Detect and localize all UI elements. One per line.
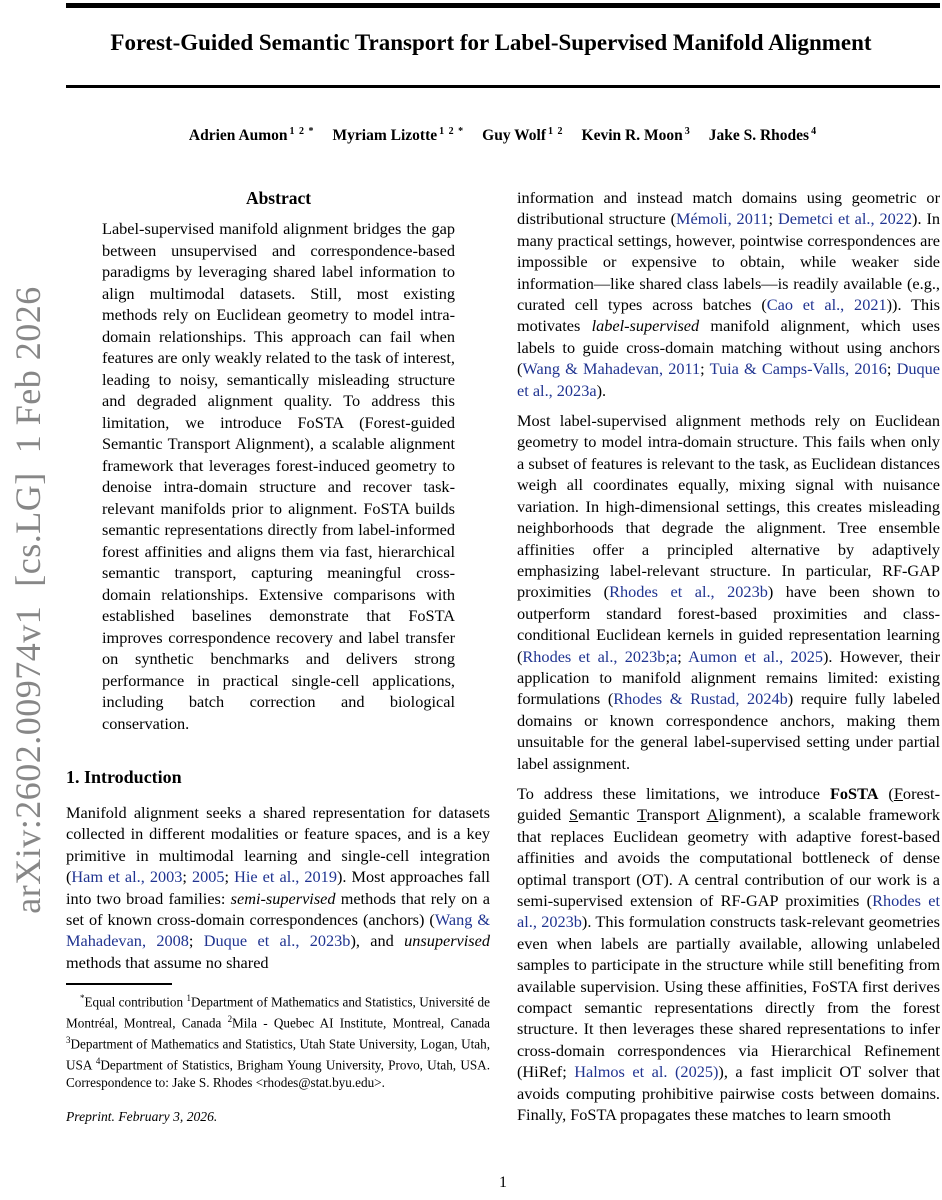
author-affiliation-superscript: 3 <box>684 126 691 137</box>
text-segment: 1 <box>186 992 191 1003</box>
citation-link[interactable]: Hie et al., 2019 <box>234 867 337 887</box>
citation-link[interactable]: Ham et al., 2003 <box>71 867 183 887</box>
citation-link[interactable]: Tuia & Camps-Valls, 2016 <box>709 359 887 379</box>
right-paragraph-3 <box>517 783 940 1126</box>
text-segment: label-supervised <box>591 316 700 336</box>
text-segment: ). Most approaches fall into two broad families: <box>66 867 490 908</box>
text-segment: ransport <box>646 805 707 825</box>
citation-link[interactable]: a <box>669 646 678 666</box>
text-segment: S <box>569 805 579 825</box>
text-segment: ; <box>665 646 670 666</box>
citation-link[interactable]: Halmos et al. (2025) <box>574 1062 719 1082</box>
text-segment: ). <box>596 380 607 400</box>
text-segment: methods that assume no shared <box>66 952 269 972</box>
abstract-body: Label-supervised manifold alignment bridges the gap between unsupervised and correspondence-based paradigms by leveraging shared label information to align multimodal datasets. Still, most existing methods rely on Euclidean geometry to model intra-domain relationships. This approach can fail when features are only weakly related to the task of interest, leading to noisy, semantically misleading structure and degraded alignment quality. To address this limitation, we introduce FoSTA (Forest-guided Semantic Transport Alignment), a scalable alignment framework that leverages forest-induced geometry to denoise intra-domain structure and recover task-relevant manifolds prior to alignment. FoSTA builds semantic representations directly from label-informed forest affinities and aligns them via fast, hierarchical semantic transport, capturing meaningful cross-domain relationships. Extensive comparisons with established baselines demonstrate that FoSTA improves correspondence recovery and label transfer on synthetic benchmarks and delivers strong performance in practical single-cell applications, including batch correction and biological conservation. <box>102 219 455 733</box>
author-name: Kevin R. Moon <box>581 127 683 145</box>
author <box>482 127 563 144</box>
text-segment: ; <box>677 646 689 666</box>
right-column <box>517 187 940 1125</box>
text-segment: * <box>80 992 85 1003</box>
text-segment: ; <box>886 359 897 379</box>
citation-link[interactable]: Rhodes et al., 2023b <box>609 582 768 602</box>
footnote-rule <box>66 983 172 985</box>
right-paragraph-1 <box>517 187 940 401</box>
author-line <box>66 121 940 147</box>
abstract-heading: Abstract <box>245 188 312 208</box>
author <box>189 127 315 144</box>
text-segment: semi-supervised <box>230 888 336 908</box>
text-segment: ), and <box>350 931 405 951</box>
title-rule <box>66 85 940 88</box>
citation-link[interactable]: 2005 <box>191 867 225 887</box>
text-segment: FoSTA <box>829 783 879 803</box>
paper-title: Forest-Guided Semantic Transport for Label-Supervised Manifold Alignment <box>110 30 872 55</box>
author-name: Guy Wolf <box>482 127 547 145</box>
author-name: Myriam Lizotte <box>332 127 438 145</box>
text-segment: F <box>893 783 903 803</box>
left-column <box>66 187 490 1125</box>
text-segment: 3 <box>66 1034 71 1045</box>
text-segment: 2 <box>227 1013 233 1024</box>
citation-link[interactable]: Rhodes et al., 2023b <box>522 646 666 666</box>
text-segment: To address these limitations, we introduce <box>517 783 830 803</box>
citation-link[interactable]: Mémoli, 2011 <box>676 209 769 229</box>
citation-link[interactable]: Wang & Mahadevan, 2011 <box>522 359 701 379</box>
text-segment: ) have been shown to outperform standard forest-based proximities and class-conditional Euclidean kernels in guided representation learning ( <box>517 582 940 666</box>
top-rule <box>66 3 940 8</box>
author-name: Adrien Aumon <box>188 127 288 145</box>
text-segment: ) require fully labeled domains or known correspondence anchors, making them unsuitable for the general label-supervised setting under partial label assignment. <box>517 689 940 773</box>
text-segment: ( <box>878 783 894 803</box>
citation-link[interactable]: Demetci et al., 2022 <box>777 209 913 229</box>
author-affiliation-superscript: 1 2 * <box>289 126 315 137</box>
author-affiliation-superscript: 4 <box>811 126 818 137</box>
text-segment: ; <box>182 867 192 887</box>
text-segment: information and instead match domains using geometric or distributional structure ( <box>517 188 940 229</box>
text-segment: unsupervised <box>404 931 491 951</box>
author-affiliation-superscript: 1 2 * <box>439 126 465 137</box>
text-segment: 4 <box>95 1056 101 1067</box>
text-segment: methods that rely on a set of known cross-domain correspondences (anchors) ( <box>66 888 490 930</box>
citation-link[interactable]: Duque et al., 2023a <box>517 359 940 400</box>
text-segment: Manifold alignment seeks a shared representation for datasets collected in different modalities or feature spaces, and is a key primitive in multimodal learning and single-cell integration ( <box>66 803 490 887</box>
citation-link[interactable]: Aumon et al., 2025 <box>688 646 824 666</box>
footnote-affiliations <box>66 990 490 1092</box>
citation-link[interactable]: Cao et al., 2021 <box>766 295 887 315</box>
text-segment: ; <box>768 209 778 229</box>
citation-link[interactable]: Duque et al., 2023b <box>203 931 351 951</box>
text-segment: ). This formulation constructs task-relevant geometries even when labels are partially available, allowing unlabeled samples to participate in the structure while still benefiting from available supervision. Using these affinities, FoSTA first derives compact semantic representations directly from the forest structure. It then leverages these shared representations to infer cross-domain correspondences via Hierarchical Refinement (HiRef; <box>517 912 940 1082</box>
section-heading-introduction: 1. Introduction <box>66 767 182 787</box>
text-segment: Department of Statistics, Brigham Young University, Provo, Utah, USA. Correspondence to: Jake S. Rhodes <rhodes@stat.byu.edu>. <box>66 1057 490 1091</box>
text-segment: ). However, their application to manifold alignment remains limited: existing formulations ( <box>517 646 940 709</box>
citation-link[interactable]: Rhodes & Rustad, 2024b <box>613 689 788 709</box>
introduction-paragraph-1 <box>66 802 490 973</box>
arxiv-stamp: arXiv:2602.00974v1 [cs.LG] 1 Feb 2026 <box>8 286 48 914</box>
text-segment: A <box>706 805 719 825</box>
text-segment: Department of Mathematics and Statistics, Université de Montréal, Montreal, Canada <box>66 994 490 1031</box>
author-affiliation-superscript: 1 2 <box>548 126 564 137</box>
text-segment: Most label-supervised alignment methods rely on Euclidean geometry to model intra-domain structure. This fails when only a subset of features is relevant to the task, as Euclidean distances weigh all coordinates equally, mixing signal with nuisance variation. In high-dimensional settings, this creates misleading neighborhoods that degrade the alignment. Tree ensemble affinities offer a principled alternative by adaptively emphasizing label-relevant structure. In particular, RF-GAP proximities ( <box>517 411 940 602</box>
author <box>582 127 691 144</box>
text-segment: orest-guided <box>517 783 940 825</box>
text-segment: manifold alignment, which uses labels to guide cross-domain matching without using anchors ( <box>517 316 940 379</box>
preprint-note: Preprint. February 3, 2026. <box>66 1108 218 1124</box>
text-segment: ). In many practical settings, however, pointwise correspondences are impossible or expensive to obtain, while weaker side information—like shared class labels—is readily available (e.g., curated cell types across batches ( <box>517 209 941 315</box>
text-segment: ; <box>188 931 204 951</box>
text-segment: Mila - Quebec AI Institute, Montreal, Canada <box>232 1015 490 1031</box>
text-segment: ; <box>224 867 235 887</box>
text-segment: )). This motivates <box>517 295 940 336</box>
citation-link[interactable]: Wang & Mahadevan, 2008 <box>66 910 491 951</box>
text-segment: Department of Mathematics and Statistics, Utah State University, Logan, Utah, USA <box>66 1036 490 1073</box>
right-paragraph-2 <box>517 410 940 774</box>
author-name: Jake S. Rhodes <box>708 127 810 145</box>
text-segment: emantic <box>578 805 638 825</box>
text-segment: ; <box>700 359 710 379</box>
citation-link[interactable]: Rhodes et al., 2023b <box>517 891 940 932</box>
text-segment: lignment), a scalable framework that replaces Euclidean geometry with adaptive forest-based affinities and avoids the computational bottleneck of dense optimal transport (OT). A central contribution of our work is a semi-supervised extension of RF-GAP proximities ( <box>517 805 940 910</box>
author <box>333 127 465 144</box>
page-number: 1 <box>499 1174 507 1191</box>
text-segment: T <box>637 805 647 825</box>
text-segment: Equal contribution <box>84 994 187 1010</box>
text-segment: ), a fast implicit OT solver that avoids computing prohibitive pairwise costs between domains. Finally, FoSTA propagates these matches to learn smooth <box>517 1062 940 1125</box>
author <box>709 127 817 144</box>
